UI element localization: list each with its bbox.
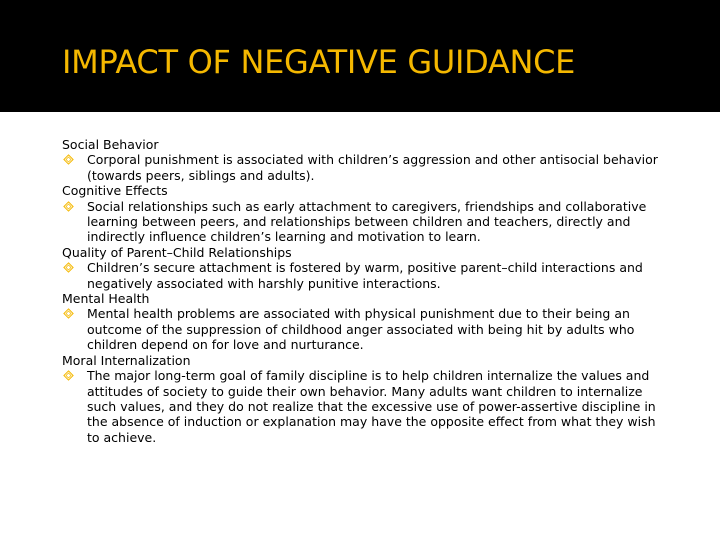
bullet-text: Mental health problems are associated with physical punishment due to their being an outcome of the suppression of childhood anger associated with being hit by adults who children depend on for love and nurturance. — [87, 306, 635, 353]
diamond-bullet-icon — [63, 201, 74, 212]
bullet-text: Children’s secure attachment is fostered by warm, positive parent–child interactions and negatively associated with harshly punitive interactions. — [87, 260, 643, 291]
section-heading-social-behavior: Social Behavior — [62, 137, 159, 152]
bullet-text: Social relationships such as early attachment to caregivers, friendships and collaborative learning between peers, and relationships between children and teachers, directly and indirectly influence children’s learning and motivation to learn. — [87, 198, 647, 245]
slide-title: IMPACT OF NEGATIVE GUIDANCE — [62, 43, 576, 81]
bullet-parent-child-relationships — [62, 260, 662, 291]
diamond-bullet-icon — [63, 154, 74, 165]
section-heading-mental-health: Mental Health — [62, 291, 150, 307]
bullet-text: The major long-term goal of family discipline is to help children internalize the values and attitudes of society to guide their own behavior. Many adults want children to internalize such values, and they do not realize that the excessive use of power-assertive discipline in the absence of induction or explanation may have the opposite effect from what they wish to achieve. — [87, 368, 656, 445]
diamond-bullet-icon — [63, 262, 74, 273]
bullet-cognitive-effects — [62, 199, 662, 245]
section-heading-moral-internalization: Moral Internalization — [62, 352, 191, 368]
title-bar — [0, 0, 720, 112]
diamond-bullet-icon — [63, 308, 74, 319]
bullet-social-behavior — [62, 152, 662, 183]
diamond-bullet-icon — [63, 370, 74, 381]
bullet-mental-health — [62, 306, 662, 352]
slide-body — [62, 137, 662, 445]
bullet-text: Corporal punishment is associated with children’s aggression and other antisocial behavior (towards peers, siblings and adults). — [87, 152, 658, 183]
bullet-moral-internalization — [62, 368, 662, 445]
section-heading-parent-child-relationships: Quality of Parent–Child Relationships — [62, 244, 292, 260]
section-heading-cognitive-effects: Cognitive Effects — [62, 183, 168, 199]
